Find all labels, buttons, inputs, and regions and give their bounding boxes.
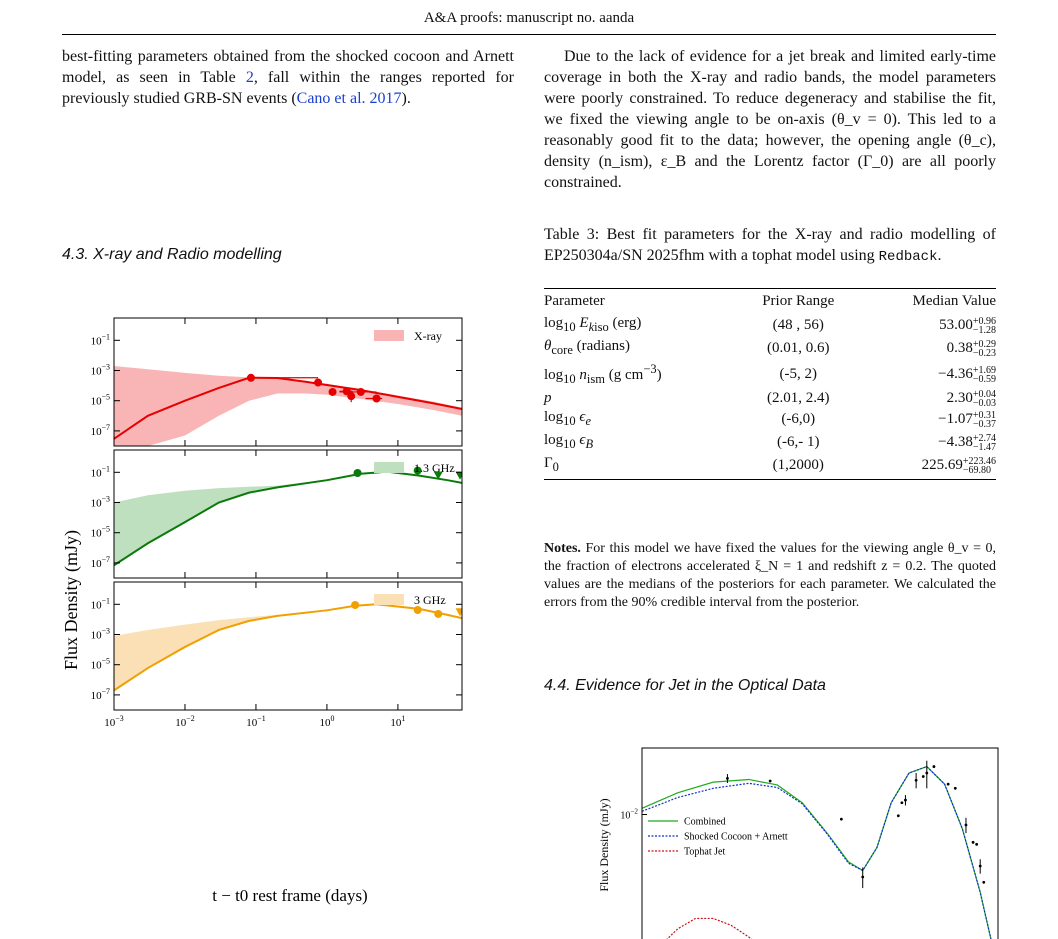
notes-label: Notes. xyxy=(544,541,581,556)
legend-label-2: 3 GHz xyxy=(414,593,446,607)
series-line-2 xyxy=(642,918,784,939)
table-row xyxy=(544,408,996,431)
opt-point-9 xyxy=(925,772,928,775)
opt-point-6 xyxy=(904,799,907,802)
prior-cell: (2.01, 2.4) xyxy=(767,390,830,406)
section-heading-4-4: 4.4. Evidence for Jet in the Optical Data xyxy=(544,677,826,694)
data-point-0-4 xyxy=(347,392,355,400)
table-caption-end: . xyxy=(937,247,942,264)
data-point-1-0 xyxy=(354,469,362,477)
param-cell: $\log_{10} \epsilon_B$ xyxy=(544,432,594,451)
right-paragraph: Due to the lack of evidence for a jet break and limited early-time coverage in both the X-ray and radio bands, the model parameters were poorly constrained. To reduce degeneracy and stabilise the fit, we fixed the viewing angle to be on-axis (θ_v = 0). This led to a reasonably good fit to the data; however, the opening angle (θ_c), density (n_ism), ε_B and the Lorentz factor (Γ_0) are all poorly constrained. xyxy=(544,48,996,191)
prior-cell: (1,2000) xyxy=(772,457,824,473)
legend-swatch-0 xyxy=(374,330,404,341)
section-heading-4-3: 4.3. X-ray and Radio modelling xyxy=(62,246,282,263)
opt-point-16 xyxy=(979,865,982,868)
param-cell: $\log_{10} E_{kiso}$ (erg) xyxy=(544,315,642,334)
x-axis-label: t − t0 rest frame (days) xyxy=(212,886,368,905)
median-cell: 0.38 +0.29 −0.23 xyxy=(946,338,996,359)
table-caption xyxy=(544,224,996,268)
uncertainty-band-2 xyxy=(114,604,462,690)
param-cell: $\theta_{core}$ (radians) xyxy=(544,338,630,357)
y-tick-2-3: $10^{-7}$ xyxy=(90,686,110,702)
left-paragraph xyxy=(62,46,514,109)
opt-point-2 xyxy=(840,818,843,821)
opt-point-8 xyxy=(922,775,925,778)
opt-point-4 xyxy=(897,814,900,817)
param-cell: $\log_{10} n_{ism}$ (g $cm^{-3}$) xyxy=(544,362,662,386)
median-cell: −4.38 +2.74 −1.47 xyxy=(938,432,996,453)
median-cell: −1.07 +0.31 −0.37 xyxy=(938,409,996,430)
table-header-row xyxy=(544,289,996,314)
table-row xyxy=(544,389,996,408)
opt-point-12 xyxy=(954,787,957,790)
opt-point-0 xyxy=(726,777,729,780)
header-prior: Prior Range xyxy=(762,293,835,309)
legend-label-0: X-ray xyxy=(414,329,442,343)
table-row xyxy=(544,360,996,389)
y-tick-0-3: $10^{-7}$ xyxy=(90,422,110,438)
prior-cell: (0.01, 0.6) xyxy=(767,340,830,356)
median-cell: 225.69 +223.46 −69.80 xyxy=(921,455,996,476)
legend-0 xyxy=(374,329,442,343)
x-tick-3: $10^0$ xyxy=(319,714,335,729)
left-paragraph-text: best-fitting parameters obtained from the shocked cocoon and Arnett model, as seen in Table xyxy=(62,48,514,86)
opt-point-11 xyxy=(947,783,950,786)
header-parameter: Parameter xyxy=(544,293,605,309)
median-cell: 2.30 +0.04 −0.03 xyxy=(946,388,996,409)
data-point-0-1 xyxy=(314,379,322,387)
param-cell: $\Gamma_0$ xyxy=(544,455,559,474)
optical-y-axis-label: Flux Density (mJy) xyxy=(597,798,611,892)
data-point-2-2 xyxy=(434,610,442,618)
optical-frame xyxy=(642,748,998,939)
prior-cell: (-5, 2) xyxy=(779,366,817,382)
y-tick-0-0: $10^{-1}$ xyxy=(90,332,110,348)
legend-label-1: 1.3 GHz xyxy=(414,461,455,475)
y-tick-0-1: $10^{-3}$ xyxy=(90,362,110,378)
param-cell: $\log_{10} \epsilon_e$ xyxy=(544,409,592,428)
params-table xyxy=(544,289,996,477)
citation-link[interactable]: Cano et al. 2017 xyxy=(296,90,402,107)
xray-radio-figure xyxy=(55,310,470,910)
y-tick-0-2: $10^{-5}$ xyxy=(90,392,110,408)
params-table-wrapper xyxy=(544,288,996,480)
optical-legend xyxy=(648,817,788,858)
y-tick-1-2: $10^{-5}$ xyxy=(90,524,110,540)
prior-cell: (-6,0) xyxy=(781,411,816,427)
left-paragraph-text-mid: , fall within the ranges reported for previously studied GRB-SN events ( xyxy=(62,69,514,107)
running-head: A&A proofs: manuscript no. aanda xyxy=(423,10,635,26)
prior-cell: (-6,- 1) xyxy=(777,434,820,450)
opt-point-1 xyxy=(769,780,772,783)
opt-point-15 xyxy=(975,843,978,846)
redback-code: Redback xyxy=(878,249,938,265)
legend-entry-0: Combined xyxy=(684,816,726,828)
upper-limit-2-0 xyxy=(456,608,465,616)
prior-cell: (48 , 56) xyxy=(772,317,824,333)
data-point-2-0 xyxy=(351,601,359,609)
optical-y-tick-0: $10^{-2}$ xyxy=(620,807,638,822)
panel-2 xyxy=(91,582,465,710)
opt-point-3 xyxy=(861,876,864,879)
x-tick-0: $10^{-3}$ xyxy=(104,714,124,729)
y-axis-label: Flux Density (mJy) xyxy=(61,529,81,671)
param-cell: p xyxy=(544,390,552,406)
table-row xyxy=(544,454,996,477)
opt-point-14 xyxy=(972,841,975,844)
header-median: Median Value xyxy=(912,293,996,309)
table-caption-text: Table 3: Best fit parameters for the X-ray and radio modelling of EP250304a/SN 2025fhm with a tophat model using xyxy=(544,226,996,264)
opt-point-7 xyxy=(915,779,918,782)
table-row xyxy=(544,431,996,454)
x-tick-4: $10^1$ xyxy=(390,714,406,729)
opt-point-17 xyxy=(982,881,985,884)
table-row xyxy=(544,314,996,337)
opt-point-5 xyxy=(900,801,903,804)
y-tick-2-0: $10^{-1}$ xyxy=(90,596,110,612)
upper-limit-1-1 xyxy=(456,472,465,480)
legend-1 xyxy=(374,461,455,475)
notes-text: For this model we have fixed the values for the viewing angle θ_v = 0, the fraction of electrons accelerated ξ_N = 1 and redshift z = 0.2. The quoted values are the medians of the posteriors for each parameter. We calculated the errors from the 90% credible interval from the posterior. xyxy=(544,541,997,610)
header-rule xyxy=(62,34,996,35)
panel-0 xyxy=(91,318,462,461)
median-cell: −4.36 +1.69 −0.59 xyxy=(938,364,996,385)
y-tick-1-0: $10^{-1}$ xyxy=(90,464,110,480)
y-tick-2-2: $10^{-5}$ xyxy=(90,656,110,672)
x-tick-2: $10^{-1}$ xyxy=(246,714,266,729)
data-point-0-0 xyxy=(247,374,255,382)
median-cell: 53.00 +0.96 −1.28 xyxy=(939,315,996,336)
legend-swatch-1 xyxy=(374,462,404,473)
panel-1 xyxy=(91,450,465,578)
opt-point-10 xyxy=(933,765,936,768)
optical-figure xyxy=(590,730,1020,939)
data-point-0-2 xyxy=(329,388,337,396)
y-tick-2-1: $10^{-3}$ xyxy=(90,626,110,642)
x-tick-1: $10^{-2}$ xyxy=(175,714,195,729)
y-tick-1-3: $10^{-7}$ xyxy=(90,554,110,570)
opt-point-13 xyxy=(965,824,968,827)
legend-entry-2: Tophat Jet xyxy=(684,846,726,858)
legend-swatch-2 xyxy=(374,594,404,605)
table-row xyxy=(544,337,996,360)
table-notes xyxy=(544,540,996,612)
data-point-2-1 xyxy=(414,606,422,614)
y-tick-1-1: $10^{-3}$ xyxy=(90,494,110,510)
legend-2 xyxy=(374,593,446,607)
table-ref-link[interactable]: 2 xyxy=(245,69,254,86)
legend-entry-1: Shocked Cocoon + Arnett xyxy=(684,831,788,843)
left-paragraph-text-end: ). xyxy=(401,90,411,107)
data-point-0-5 xyxy=(357,388,365,396)
data-point-0-6 xyxy=(373,394,381,402)
